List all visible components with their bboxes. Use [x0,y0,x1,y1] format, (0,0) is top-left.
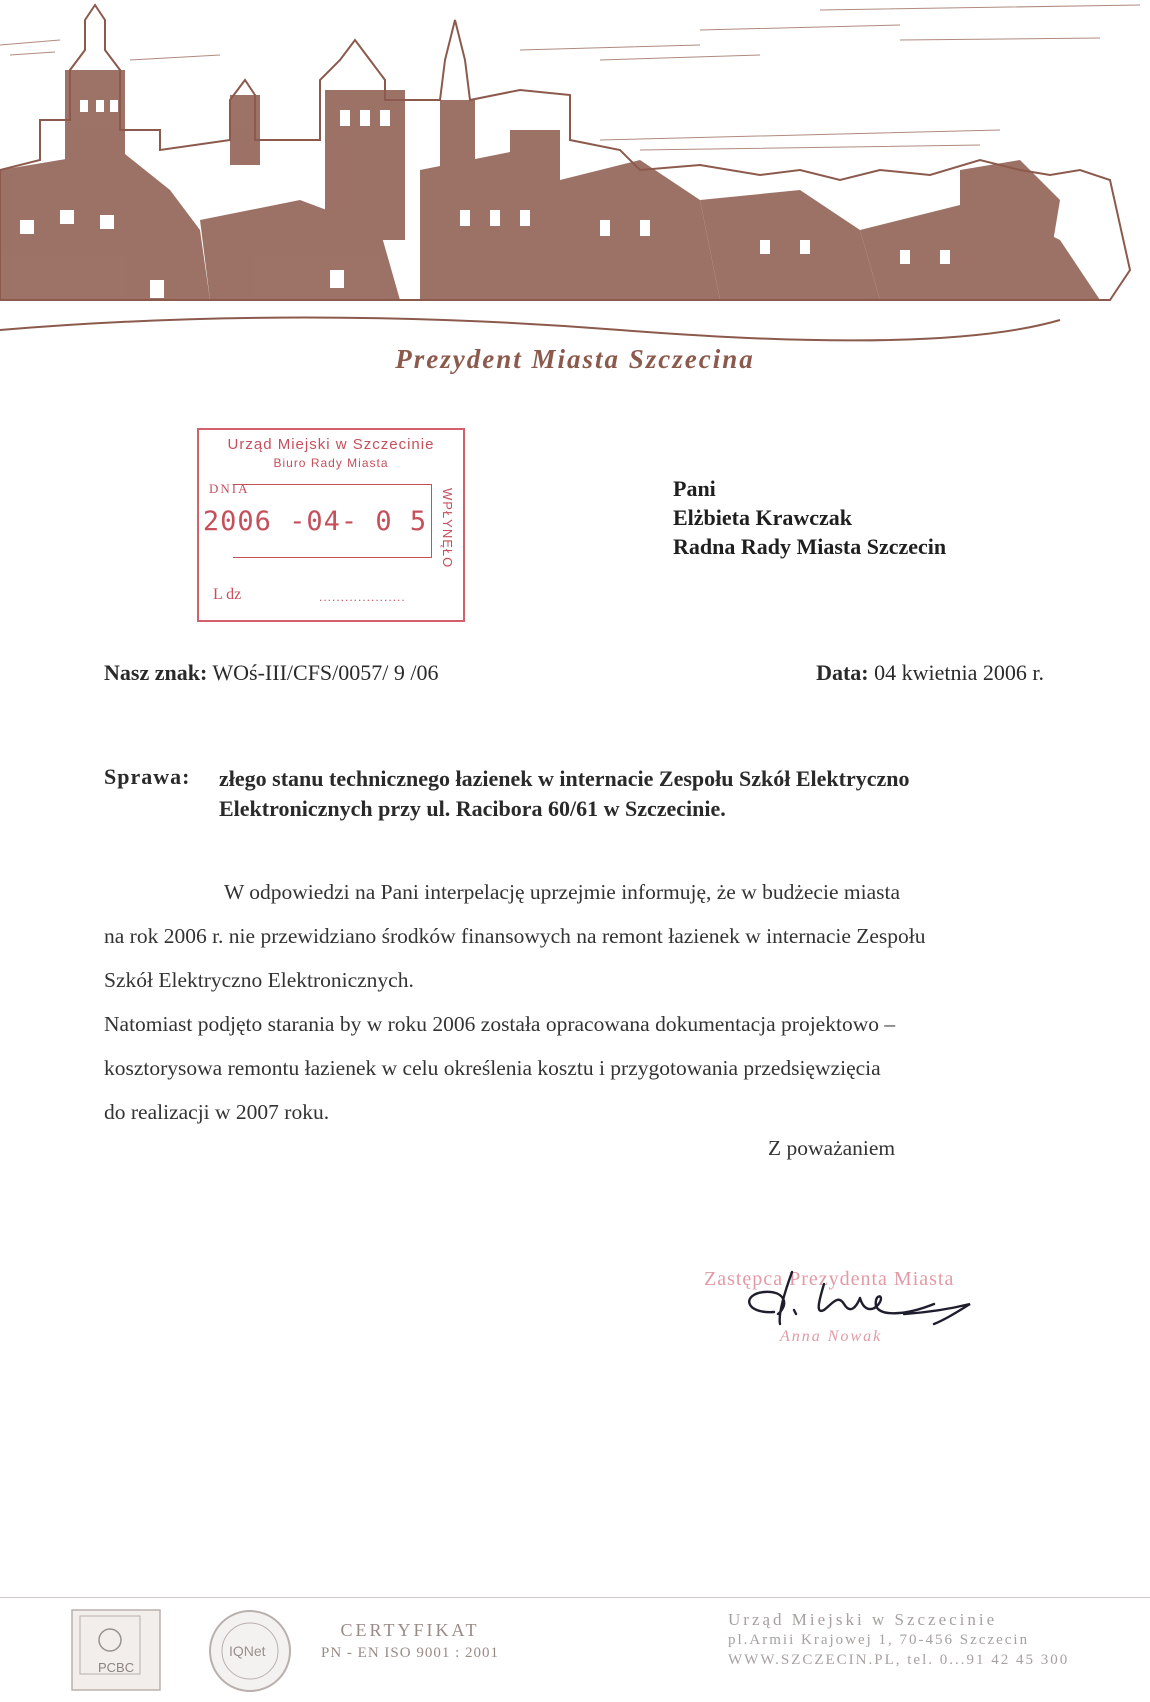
reference-number [104,660,439,686]
city-skyline-illustration [0,0,1150,345]
footer-divider [0,1597,1150,1598]
certificate-title: CERTYFIKAT [340,1620,480,1640]
iqnet-logo-text: IQNet [229,1643,266,1659]
office-street: pl.Armii Krajowej 1, 70-456 Szczecin [728,1632,1030,1648]
stamp-department: Biuro Rady Miasta [273,456,389,470]
pcbc-certification-logo [68,1608,164,1694]
date-value: 04 kwietnia 2006 r. [874,660,1044,685]
recipient-block [673,474,946,561]
signature-block [704,1264,1004,1354]
office-contact: WWW.SZCZECIN.PL, tel. 0...91 42 45 300 [728,1652,1070,1668]
signature-role-stamp: Zastępca Prezydenta Miasta [704,1268,955,1290]
office-address [728,1610,1069,1670]
subject-line: złego stanu technicznego łazienek w internacie Zespołu Szkół Elektryczno [219,766,910,791]
subject-text [219,764,1099,824]
stamp-office: Urząd Miejski w Szczecinie [227,436,435,453]
body-line: W odpowiedzi na Pani interpelację uprzejmie informuję, że w budżecie miasta [224,880,900,904]
body-line: Natomiast podjęto starania by w roku 2006 została opracowana dokumentacja projektowo – [104,1012,896,1036]
body-line: Szkół Elektryczno Elektronicznych. [104,968,414,992]
stamp-ldz-field: .................... [319,590,406,604]
signature-name-stamp: Anna Nowak [780,1328,883,1345]
reference-label: Nasz znak: [104,660,208,685]
recipient-role: Radna Rady Miasta Szczecin [673,534,947,559]
stamp-day-label: DNIA [209,481,250,496]
letter-date [816,660,1044,686]
stamp-received-label: WPŁYNĘŁO [440,488,455,569]
office-name: Urząd Miejski w Szczecinie [728,1610,998,1629]
receipt-stamp [197,428,465,622]
stamp-date: 2006 -04- 0 5 [202,506,428,537]
iqnet-certification-logo [205,1606,295,1696]
stamp-ldz-label: L dz [213,586,242,603]
subject-label: Sprawa: [104,764,191,789]
body-line: kosztorysowa remontu łazienek w celu określenia kosztu i przygotowania przedsięwzięcia [104,1056,881,1080]
reference-value: WOś-III/CFS/0057/ 9 /06 [212,660,439,685]
pcbc-logo-text: PCBC [98,1660,135,1675]
recipient-name: Elżbieta Krawczak [673,505,853,530]
closing-phrase: Z poważaniem [768,1136,896,1160]
handwritten-signature [734,1264,974,1334]
issuer-title: Prezydent Miasta Szczecina [395,344,755,374]
date-label: Data: [816,660,869,685]
certificate-standard: PN - EN ISO 9001 : 2001 [320,1645,499,1661]
subject-line: Elektronicznych przy ul. Racibora 60/61 w Szczecinie. [219,796,726,821]
recipient-salutation: Pani [673,476,716,501]
body-line: na rok 2006 r. nie przewidziano środków finansowych na remont łazienek w internacie Zespołu [104,924,926,948]
body-line: do realizacji w 2007 roku. [104,1100,330,1124]
